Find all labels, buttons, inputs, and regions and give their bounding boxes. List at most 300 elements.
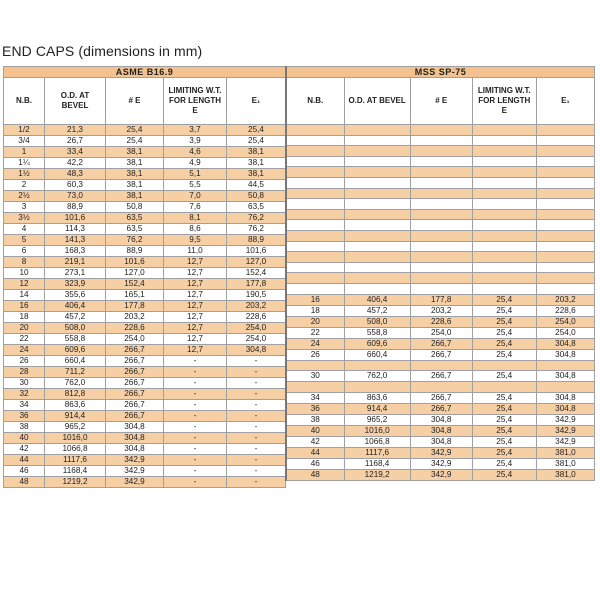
- table-cell: 381,0: [536, 458, 594, 469]
- table-cell: 3½: [4, 213, 45, 224]
- table-cell: 11,0: [164, 246, 227, 257]
- table-cell: 558,8: [45, 334, 106, 345]
- table-cell: [410, 209, 472, 220]
- table-cell: 1½: [4, 169, 45, 180]
- table-cell: -: [164, 400, 227, 411]
- table-cell: 863,6: [45, 400, 106, 411]
- table-cell: 34: [286, 392, 344, 403]
- table-cell: [536, 177, 594, 188]
- table-cell: 266,7: [410, 403, 472, 414]
- table-row: [4, 334, 286, 345]
- table-cell: 30: [4, 378, 45, 389]
- table-cell: [286, 220, 344, 231]
- table-cell: 34: [4, 400, 45, 411]
- table-cell: [344, 177, 410, 188]
- table-row: [286, 436, 595, 447]
- table-cell: 266,7: [106, 367, 164, 378]
- table-cell: 46: [286, 458, 344, 469]
- table-cell: 88,9: [106, 246, 164, 257]
- table-cell: [472, 360, 536, 371]
- table-cell: 5,5: [164, 180, 227, 191]
- table-cell: 24: [286, 338, 344, 349]
- table-cell: 25,4: [472, 458, 536, 469]
- table-cell: [344, 262, 410, 273]
- table-cell: -: [227, 466, 286, 477]
- table-cell: [536, 209, 594, 220]
- table-cell: 12,7: [164, 345, 227, 356]
- table-cell: -: [164, 455, 227, 466]
- table-cell: 25,4: [106, 125, 164, 136]
- table-cell: [286, 146, 344, 157]
- table-cell: 266,7: [106, 378, 164, 389]
- table-cell: [344, 241, 410, 252]
- table-row: [4, 246, 286, 257]
- table-row: [286, 414, 595, 425]
- table-row: [4, 378, 286, 389]
- table-row: [286, 177, 595, 188]
- table-cell: 266,7: [106, 411, 164, 422]
- mss-column-header: E₁: [536, 78, 594, 125]
- table-cell: -: [227, 400, 286, 411]
- table-cell: [410, 135, 472, 146]
- table-cell: 42: [4, 444, 45, 455]
- table-cell: 50,8: [227, 191, 286, 202]
- table-row: [286, 125, 595, 136]
- table-cell: 12,7: [164, 312, 227, 323]
- table-cell: -: [164, 389, 227, 400]
- table-row: [4, 158, 286, 169]
- table-cell: [472, 262, 536, 273]
- table-cell: 5,1: [164, 169, 227, 180]
- asme-column-header: O.D. AT BEVEL: [45, 78, 106, 125]
- table-cell: 342,9: [106, 466, 164, 477]
- table-row: [286, 338, 595, 349]
- asme-column-header: E₁: [227, 78, 286, 125]
- table-row: [286, 156, 595, 167]
- table-cell: -: [164, 444, 227, 455]
- table-cell: 25,4: [472, 316, 536, 327]
- table-row: [286, 371, 595, 382]
- table-cell: [344, 167, 410, 178]
- table-cell: [286, 360, 344, 371]
- asme-column-header: LIMITING W.T. FOR LENGTH E: [164, 78, 227, 125]
- table-row: [4, 191, 286, 202]
- table-cell: [536, 188, 594, 199]
- table-row: [4, 169, 286, 180]
- table-cell: 76,2: [106, 235, 164, 246]
- table-cell: [344, 230, 410, 241]
- table-cell: 26: [4, 356, 45, 367]
- asme-table: [3, 66, 286, 488]
- table-cell: [536, 262, 594, 273]
- table-cell: 8,1: [164, 213, 227, 224]
- table-row: [286, 425, 595, 436]
- table-cell: 1: [4, 147, 45, 158]
- table-cell: 342,9: [536, 425, 594, 436]
- table-cell: 18: [286, 305, 344, 316]
- table-row: [286, 360, 595, 371]
- table-cell: [410, 156, 472, 167]
- table-cell: -: [164, 433, 227, 444]
- table-row: [286, 209, 595, 220]
- table-row: [4, 290, 286, 301]
- table-cell: 165,1: [106, 290, 164, 301]
- table-row: [4, 125, 286, 136]
- table-cell: 73,0: [45, 191, 106, 202]
- table-row: [4, 180, 286, 191]
- table-cell: 406,4: [45, 301, 106, 312]
- end-caps-tables: [3, 66, 595, 488]
- table-cell: -: [227, 422, 286, 433]
- table-cell: 406,4: [344, 294, 410, 305]
- table-cell: 1066,8: [45, 444, 106, 455]
- table-cell: 26,7: [45, 136, 106, 147]
- table-cell: 38: [286, 414, 344, 425]
- table-cell: 1117,6: [45, 455, 106, 466]
- table-row: [286, 135, 595, 146]
- table-cell: 381,0: [536, 469, 594, 480]
- table-cell: 863,6: [344, 392, 410, 403]
- table-cell: 38,1: [106, 191, 164, 202]
- table-cell: 42: [286, 436, 344, 447]
- table-cell: 25,4: [472, 469, 536, 480]
- table-cell: 88,9: [45, 202, 106, 213]
- table-cell: 76,2: [227, 224, 286, 235]
- table-cell: 21,3: [45, 125, 106, 136]
- table-cell: [286, 177, 344, 188]
- table-cell: 304,8: [536, 371, 594, 382]
- table-cell: 266,7: [106, 389, 164, 400]
- table-cell: 12,7: [164, 290, 227, 301]
- table-cell: 304,8: [227, 345, 286, 356]
- table-cell: 304,8: [536, 403, 594, 414]
- table-cell: [410, 146, 472, 157]
- table-cell: 203,2: [536, 294, 594, 305]
- table-cell: 609,6: [344, 338, 410, 349]
- table-cell: -: [164, 378, 227, 389]
- table-cell: 152,4: [106, 279, 164, 290]
- table-cell: 48,3: [45, 169, 106, 180]
- table-cell: 254,0: [106, 334, 164, 345]
- table-cell: 304,8: [536, 349, 594, 360]
- table-cell: [344, 135, 410, 146]
- table-cell: 1066,8: [344, 436, 410, 447]
- table-cell: -: [227, 389, 286, 400]
- table-cell: 177,8: [227, 279, 286, 290]
- mss-column-header: O.D. AT BEVEL: [344, 78, 410, 125]
- table-cell: 18: [4, 312, 45, 323]
- asme-standard-header: ASME B16.9: [4, 67, 286, 78]
- table-cell: 22: [286, 327, 344, 338]
- table-cell: 26: [286, 349, 344, 360]
- table-cell: 12,7: [164, 268, 227, 279]
- table-cell: 266,7: [106, 400, 164, 411]
- table-row: [4, 147, 286, 158]
- table-cell: [536, 220, 594, 231]
- table-cell: 203,2: [106, 312, 164, 323]
- table-cell: 16: [4, 301, 45, 312]
- table-cell: 22: [4, 334, 45, 345]
- table-cell: 3,7: [164, 125, 227, 136]
- table-cell: 30: [286, 371, 344, 382]
- table-cell: 323,9: [45, 279, 106, 290]
- table-cell: 266,7: [410, 338, 472, 349]
- mss-column-header: LIMITING W.T. FOR LENGTH E: [472, 78, 536, 125]
- table-cell: 168,3: [45, 246, 106, 257]
- table-cell: 63,5: [106, 224, 164, 235]
- table-cell: 33,4: [45, 147, 106, 158]
- page-title: END CAPS (dimensions in mm): [2, 43, 203, 59]
- table-row: [4, 455, 286, 466]
- table-cell: 304,8: [410, 425, 472, 436]
- table-cell: 44,5: [227, 180, 286, 191]
- table-cell: 228,6: [106, 323, 164, 334]
- table-cell: 25,4: [472, 403, 536, 414]
- table-cell: 1/2: [4, 125, 45, 136]
- table-row: [4, 136, 286, 147]
- table-cell: [410, 188, 472, 199]
- table-cell: 50,8: [106, 202, 164, 213]
- table-cell: [472, 283, 536, 294]
- table-cell: 1219,2: [344, 469, 410, 480]
- table-cell: 101,6: [106, 257, 164, 268]
- table-cell: 1219,2: [45, 477, 106, 488]
- table-row: [4, 323, 286, 334]
- table-cell: 342,9: [536, 436, 594, 447]
- table-cell: [536, 230, 594, 241]
- table-cell: [472, 220, 536, 231]
- table-cell: 76,2: [227, 213, 286, 224]
- table-row: [4, 213, 286, 224]
- asme-table-wrap: [3, 66, 285, 488]
- table-cell: 914,4: [45, 411, 106, 422]
- table-cell: [536, 252, 594, 263]
- table-cell: 10: [4, 268, 45, 279]
- table-cell: 812,8: [45, 389, 106, 400]
- table-cell: [344, 252, 410, 263]
- table-row: [286, 220, 595, 231]
- table-cell: [344, 146, 410, 157]
- table-cell: 266,7: [410, 392, 472, 403]
- table-cell: 228,6: [536, 305, 594, 316]
- table-row: [286, 469, 595, 480]
- table-cell: 2: [4, 180, 45, 191]
- table-cell: 304,8: [536, 392, 594, 403]
- table-cell: [344, 199, 410, 210]
- table-cell: 558,8: [344, 327, 410, 338]
- table-cell: [472, 252, 536, 263]
- table-cell: [286, 382, 344, 393]
- table-cell: 7,6: [164, 202, 227, 213]
- table-cell: 32: [4, 389, 45, 400]
- table-cell: -: [164, 367, 227, 378]
- table-row: [4, 235, 286, 246]
- table-cell: 203,2: [227, 301, 286, 312]
- table-cell: 254,0: [410, 327, 472, 338]
- table-cell: 24: [4, 345, 45, 356]
- table-cell: 342,9: [106, 477, 164, 488]
- table-cell: 16: [286, 294, 344, 305]
- table-cell: [472, 382, 536, 393]
- table-row: [4, 466, 286, 477]
- table-cell: [472, 177, 536, 188]
- table-cell: [344, 125, 410, 136]
- table-cell: [536, 199, 594, 210]
- table-cell: 304,8: [106, 422, 164, 433]
- table-cell: [286, 188, 344, 199]
- table-cell: [286, 135, 344, 146]
- asme-column-header: N.B.: [4, 78, 45, 125]
- table-cell: [344, 156, 410, 167]
- table-cell: 304,8: [410, 436, 472, 447]
- table-cell: 48: [286, 469, 344, 480]
- table-cell: [286, 273, 344, 284]
- table-cell: 42,2: [45, 158, 106, 169]
- table-cell: 20: [4, 323, 45, 334]
- table-cell: 762,0: [45, 378, 106, 389]
- table-cell: 177,8: [410, 294, 472, 305]
- table-cell: 342,9: [106, 455, 164, 466]
- table-cell: 2½: [4, 191, 45, 202]
- table-cell: 46: [4, 466, 45, 477]
- table-cell: 304,8: [106, 433, 164, 444]
- table-cell: 14: [4, 290, 45, 301]
- table-row: [286, 294, 595, 305]
- table-cell: 25,4: [227, 125, 286, 136]
- table-cell: [286, 283, 344, 294]
- table-cell: [472, 241, 536, 252]
- table-row: [4, 356, 286, 367]
- mss-table: [285, 66, 595, 481]
- table-cell: -: [227, 477, 286, 488]
- table-cell: [410, 177, 472, 188]
- table-cell: -: [164, 356, 227, 367]
- table-cell: -: [164, 411, 227, 422]
- table-row: [4, 411, 286, 422]
- table-row: [286, 146, 595, 157]
- table-cell: -: [164, 466, 227, 477]
- table-cell: 12,7: [164, 301, 227, 312]
- table-cell: [536, 135, 594, 146]
- table-cell: 342,9: [536, 414, 594, 425]
- table-row: [286, 283, 595, 294]
- table-cell: [344, 382, 410, 393]
- table-cell: -: [227, 411, 286, 422]
- table-cell: 190,5: [227, 290, 286, 301]
- table-cell: [286, 167, 344, 178]
- table-cell: 127,0: [227, 257, 286, 268]
- table-row: [286, 262, 595, 273]
- table-cell: [472, 146, 536, 157]
- table-cell: 219,1: [45, 257, 106, 268]
- table-cell: -: [164, 477, 227, 488]
- table-cell: -: [227, 367, 286, 378]
- table-cell: 508,0: [45, 323, 106, 334]
- table-row: [286, 273, 595, 284]
- table-cell: 273,1: [45, 268, 106, 279]
- table-cell: 7,0: [164, 191, 227, 202]
- table-cell: 38,1: [106, 158, 164, 169]
- table-cell: 3/4: [4, 136, 45, 147]
- table-cell: 508,0: [344, 316, 410, 327]
- table-cell: 228,6: [410, 316, 472, 327]
- table-cell: [536, 382, 594, 393]
- table-cell: 711,2: [45, 367, 106, 378]
- asme-column-header: # E: [106, 78, 164, 125]
- table-cell: 254,0: [536, 327, 594, 338]
- table-cell: 28: [4, 367, 45, 378]
- table-cell: 254,0: [227, 334, 286, 345]
- table-cell: 457,2: [344, 305, 410, 316]
- table-cell: 25,4: [472, 425, 536, 436]
- table-cell: 40: [4, 433, 45, 444]
- table-cell: [344, 283, 410, 294]
- table-row: [286, 241, 595, 252]
- table-row: [4, 279, 286, 290]
- table-cell: 60,3: [45, 180, 106, 191]
- table-cell: 88,9: [227, 235, 286, 246]
- table-cell: [472, 273, 536, 284]
- table-cell: 9,5: [164, 235, 227, 246]
- table-cell: 141,3: [45, 235, 106, 246]
- table-cell: 25,4: [472, 436, 536, 447]
- table-cell: 152,4: [227, 268, 286, 279]
- table-cell: [536, 360, 594, 371]
- table-cell: 8,6: [164, 224, 227, 235]
- table-cell: -: [227, 378, 286, 389]
- table-cell: [472, 209, 536, 220]
- table-cell: 762,0: [344, 371, 410, 382]
- table-cell: 38,1: [106, 147, 164, 158]
- table-cell: 266,7: [410, 371, 472, 382]
- table-cell: 25,4: [472, 327, 536, 338]
- table-cell: [536, 146, 594, 157]
- table-cell: [410, 230, 472, 241]
- table-cell: 38,1: [106, 169, 164, 180]
- table-cell: [410, 252, 472, 263]
- table-cell: 3,9: [164, 136, 227, 147]
- table-cell: 25,4: [472, 305, 536, 316]
- table-cell: 44: [286, 447, 344, 458]
- table-cell: [472, 230, 536, 241]
- table-cell: 1¼: [4, 158, 45, 169]
- table-cell: 304,8: [106, 444, 164, 455]
- table-cell: 114,3: [45, 224, 106, 235]
- table-cell: 660,4: [45, 356, 106, 367]
- table-cell: [410, 199, 472, 210]
- table-cell: [472, 188, 536, 199]
- table-cell: 38,1: [227, 158, 286, 169]
- table-cell: [286, 262, 344, 273]
- table-row: [286, 316, 595, 327]
- table-cell: 25,4: [472, 414, 536, 425]
- table-cell: 20: [286, 316, 344, 327]
- table-cell: 25,4: [472, 349, 536, 360]
- table-cell: 355,6: [45, 290, 106, 301]
- table-row: [286, 382, 595, 393]
- table-cell: 609,6: [45, 345, 106, 356]
- table-cell: 6: [4, 246, 45, 257]
- table-cell: 457,2: [45, 312, 106, 323]
- table-cell: 266,7: [410, 349, 472, 360]
- table-row: [4, 367, 286, 378]
- table-row: [286, 199, 595, 210]
- table-cell: 12,7: [164, 334, 227, 345]
- table-cell: 25,4: [227, 136, 286, 147]
- table-cell: 4,6: [164, 147, 227, 158]
- table-row: [286, 447, 595, 458]
- table-cell: -: [227, 455, 286, 466]
